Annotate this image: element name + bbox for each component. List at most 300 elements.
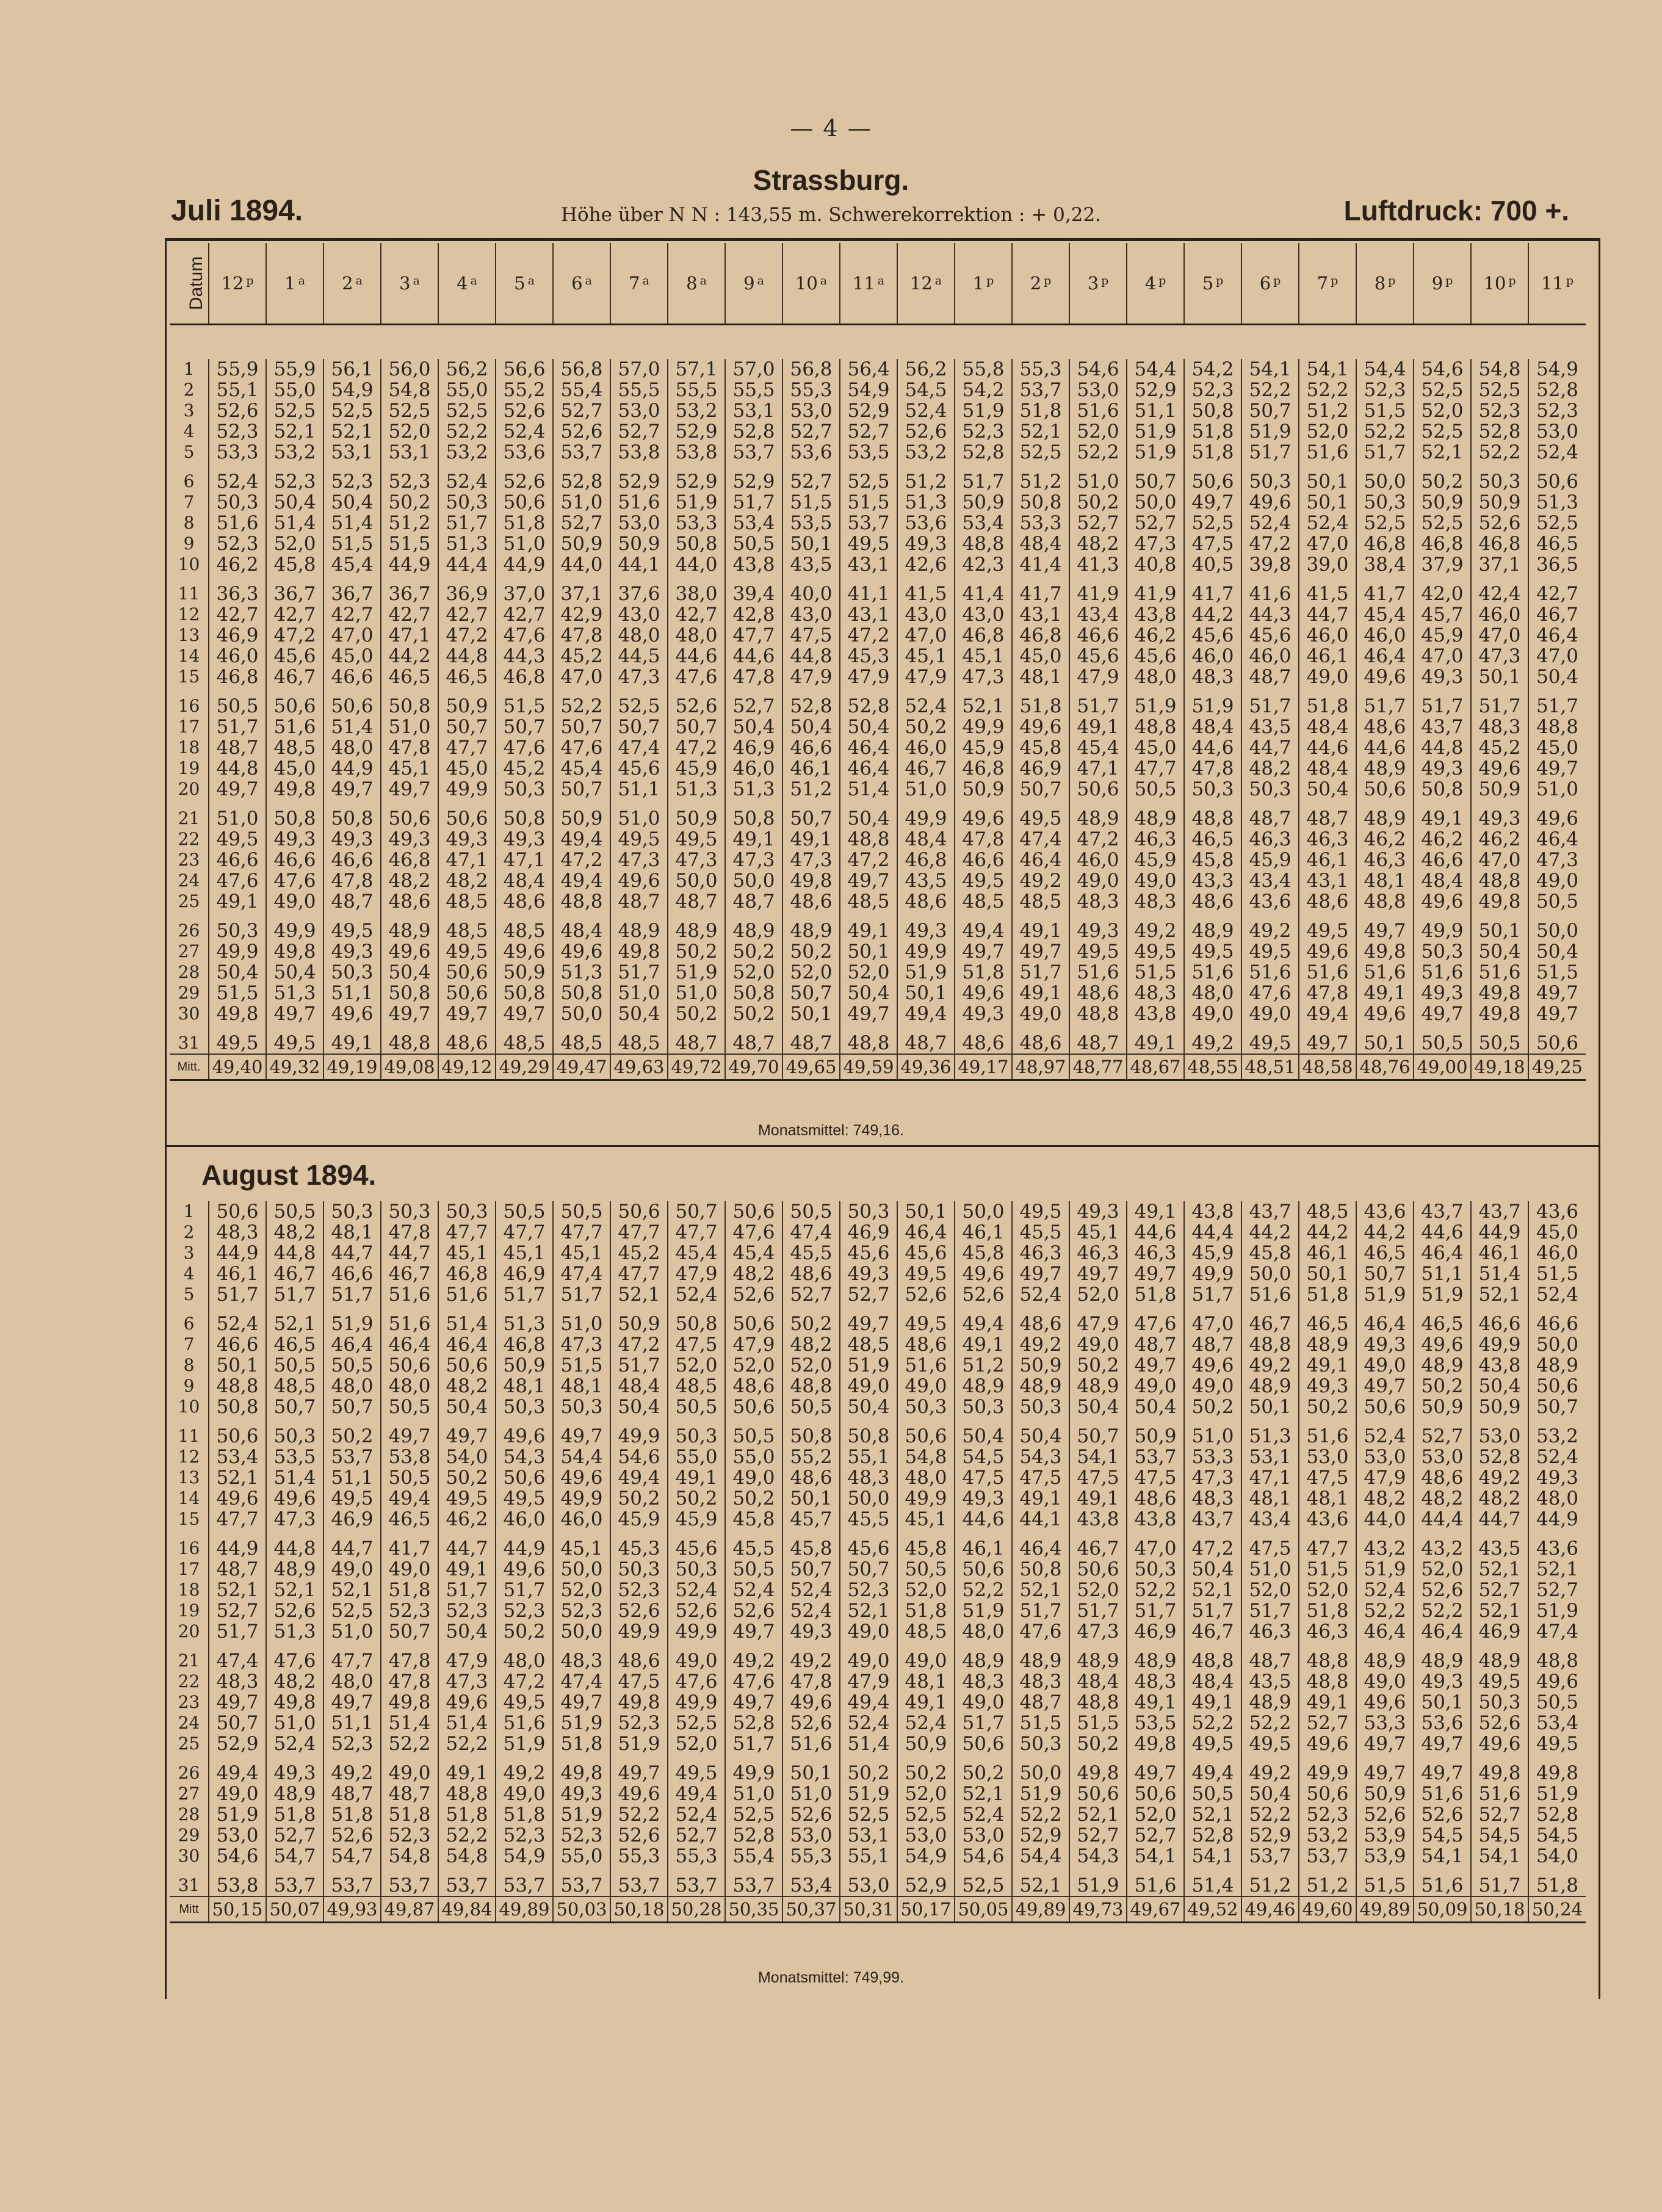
spacer-cell bbox=[1012, 1642, 1069, 1650]
pressure-cell: 51,8 bbox=[1528, 1875, 1586, 1896]
hour-suffix: p bbox=[1273, 274, 1281, 287]
pressure-cell: 53,2 bbox=[1299, 1825, 1356, 1846]
pressure-cell: 49,9 bbox=[1299, 1763, 1356, 1784]
pressure-cell: 51,1 bbox=[323, 1467, 381, 1488]
pressure-cell: 51,5 bbox=[1528, 962, 1586, 983]
pressure-cell: 46,3 bbox=[1299, 1621, 1356, 1642]
table-row bbox=[170, 400, 1586, 421]
pressure-cell: 49,2 bbox=[1012, 870, 1069, 891]
pressure-cell: 44,6 bbox=[725, 646, 782, 667]
pressure-cell: 49,6 bbox=[1299, 1733, 1356, 1754]
pressure-cell: 46,8 bbox=[1012, 625, 1069, 646]
pressure-cell: 48,4 bbox=[1414, 870, 1471, 891]
pressure-cell: 51,2 bbox=[1241, 1875, 1299, 1896]
pressure-cell: 52,6 bbox=[553, 421, 610, 442]
pressure-cell: 50,9 bbox=[1356, 1784, 1414, 1804]
pressure-cell: 51,2 bbox=[1299, 1875, 1356, 1896]
spacer-cell bbox=[496, 1642, 553, 1650]
spacer-cell bbox=[840, 1530, 897, 1538]
pressure-cell: 45,1 bbox=[553, 1538, 610, 1559]
pressure-cell: 47,1 bbox=[381, 625, 438, 646]
pressure-cell: 49,6 bbox=[438, 1692, 496, 1713]
pressure-cell: 51,1 bbox=[1414, 1263, 1471, 1284]
pressure-cell: 52,1 bbox=[1471, 1284, 1528, 1305]
pressure-cell: 48,2 bbox=[266, 1671, 323, 1692]
pressure-cell: 50,8 bbox=[266, 808, 323, 829]
pressure-cell: 49,0 bbox=[840, 1376, 897, 1397]
pressure-cell: 49,6 bbox=[209, 1488, 266, 1509]
spacer-cell bbox=[955, 1417, 1012, 1426]
pressure-cell: 47,5 bbox=[1299, 1467, 1356, 1488]
pressure-cell: 41,6 bbox=[1241, 584, 1299, 604]
spacer-cell bbox=[209, 1530, 266, 1538]
spacer-cell bbox=[553, 912, 610, 920]
pressure-cell: 48,6 bbox=[897, 1334, 955, 1355]
pressure-cell: 48,5 bbox=[553, 1033, 610, 1054]
spacer-cell bbox=[1414, 687, 1471, 696]
pressure-cell: 53,0 bbox=[610, 400, 668, 421]
pressure-cell: 47,5 bbox=[1069, 1467, 1127, 1488]
pressure-cell: 47,4 bbox=[1012, 829, 1069, 850]
spacer-cell bbox=[1127, 1754, 1184, 1763]
pressure-cell: 52,8 bbox=[782, 696, 840, 717]
pressure-cell: 48,0 bbox=[323, 737, 381, 758]
pressure-cell: 50,9 bbox=[1127, 1426, 1184, 1447]
spacer-cell bbox=[496, 1530, 553, 1538]
pressure-cell: 46,1 bbox=[782, 758, 840, 779]
pressure-cell: 42,6 bbox=[897, 554, 955, 575]
pressure-cell: 49,7 bbox=[840, 1314, 897, 1334]
pressure-cell: 46,5 bbox=[1528, 533, 1586, 554]
pressure-cell: 50,3 bbox=[1414, 941, 1471, 962]
pressure-cell: 45,9 bbox=[1184, 1243, 1241, 1263]
pressure-cell: 51,8 bbox=[381, 1804, 438, 1825]
pressure-cell: 46,2 bbox=[1414, 829, 1471, 850]
day-number: 25 bbox=[178, 891, 200, 911]
pressure-cell: 49,1 bbox=[1414, 808, 1471, 829]
pressure-cell: 51,7 bbox=[1414, 696, 1471, 717]
pressure-cell: 43,8 bbox=[1127, 1003, 1184, 1024]
pressure-cell: 50,0 bbox=[955, 1201, 1012, 1222]
pressure-cell: 46,9 bbox=[840, 1222, 897, 1243]
pressure-cell: 50,9 bbox=[553, 533, 610, 554]
pressure-cell: 51,8 bbox=[381, 1580, 438, 1600]
table-row bbox=[170, 1376, 1586, 1397]
pressure-cell: 50,6 bbox=[323, 696, 381, 717]
table-row bbox=[170, 1580, 1586, 1600]
hour-number: 5 bbox=[1202, 273, 1214, 294]
spacer-cell bbox=[209, 687, 266, 696]
spacer-cell bbox=[610, 800, 668, 808]
day-number: 31 bbox=[178, 1875, 200, 1895]
pressure-cell: 53,6 bbox=[897, 513, 955, 533]
hour-header bbox=[553, 243, 610, 325]
pressure-cell: 52,5 bbox=[1528, 513, 1586, 533]
pressure-cell: 48,4 bbox=[1184, 717, 1241, 737]
spacer-cell bbox=[610, 1530, 668, 1538]
table-row bbox=[170, 850, 1586, 870]
pressure-cell: 52,7 bbox=[725, 696, 782, 717]
pressure-cell: 50,3 bbox=[1471, 471, 1528, 492]
pressure-cell: 52,2 bbox=[1414, 1600, 1471, 1621]
pressure-cell: 52,1 bbox=[1184, 1804, 1241, 1825]
pressure-cell: 55,8 bbox=[955, 359, 1012, 380]
pressure-cell: 54,4 bbox=[1356, 359, 1414, 380]
hour-number: 7 bbox=[629, 273, 640, 294]
pressure-cell: 44,4 bbox=[438, 554, 496, 575]
pressure-cell: 48,3 bbox=[553, 1650, 610, 1671]
pressure-cell: 53,3 bbox=[209, 442, 266, 463]
pressure-cell: 52,6 bbox=[897, 421, 955, 442]
pressure-cell: 50,9 bbox=[553, 808, 610, 829]
pressure-cell: 48,9 bbox=[1528, 1355, 1586, 1376]
pressure-cell: 49,7 bbox=[438, 1003, 496, 1024]
table-header bbox=[170, 243, 1586, 325]
pressure-cell: 55,3 bbox=[1012, 359, 1069, 380]
pressure-cell: 52,3 bbox=[1184, 380, 1241, 400]
pressure-cell: 51,6 bbox=[1069, 962, 1127, 983]
spacer-cell bbox=[897, 1024, 955, 1033]
mean-cell: 49,19 bbox=[323, 1054, 381, 1080]
pressure-cell: 49,3 bbox=[1471, 808, 1528, 829]
pressure-cell: 51,8 bbox=[496, 1804, 553, 1825]
pressure-cell: 49,5 bbox=[1241, 941, 1299, 962]
hour-suffix: p bbox=[1388, 274, 1396, 287]
pressure-cell: 46,4 bbox=[438, 1334, 496, 1355]
spacer-cell bbox=[1012, 1530, 1069, 1538]
pressure-cell: 51,6 bbox=[1356, 962, 1414, 983]
day-number: 22 bbox=[178, 1671, 200, 1691]
pressure-cell: 47,8 bbox=[1299, 983, 1356, 1003]
spacer-cell bbox=[1241, 1530, 1299, 1538]
pressure-cell: 52,8 bbox=[725, 1713, 782, 1733]
pressure-cell: 48,9 bbox=[1012, 1650, 1069, 1671]
pressure-cell: 49,5 bbox=[1471, 1671, 1528, 1692]
pressure-cell: 51,3 bbox=[438, 533, 496, 554]
pressure-cell: 52,5 bbox=[323, 400, 381, 421]
pressure-cell: 51,2 bbox=[955, 1355, 1012, 1376]
pressure-cell: 52,0 bbox=[668, 1355, 725, 1376]
pressure-cell: 55,4 bbox=[725, 1846, 782, 1867]
pressure-cell: 52,0 bbox=[266, 533, 323, 554]
mean-cell: 48,67 bbox=[1127, 1054, 1184, 1080]
pressure-cell: 50,7 bbox=[1127, 471, 1184, 492]
pressure-cell: 43,5 bbox=[1471, 1538, 1528, 1559]
pressure-cell: 51,8 bbox=[553, 1733, 610, 1754]
pressure-cell: 49,5 bbox=[438, 941, 496, 962]
table-row bbox=[170, 1509, 1586, 1530]
pressure-cell: 47,4 bbox=[782, 1222, 840, 1243]
pressure-cell: 48,6 bbox=[725, 1376, 782, 1397]
pressure-cell: 50,1 bbox=[840, 941, 897, 962]
pressure-cell: 49,3 bbox=[266, 829, 323, 850]
spacer-cell bbox=[381, 1305, 438, 1314]
pressure-cell: 46,4 bbox=[1356, 1621, 1414, 1642]
pressure-cell: 48,9 bbox=[955, 1650, 1012, 1671]
day-number: 20 bbox=[178, 779, 200, 799]
hour-suffix: a bbox=[585, 274, 592, 287]
pressure-cell: 46,4 bbox=[840, 737, 897, 758]
pressure-cell: 50,2 bbox=[668, 1003, 725, 1024]
pressure-cell: 49,7 bbox=[323, 779, 381, 800]
table-row bbox=[170, 1538, 1586, 1559]
pressure-cell: 49,7 bbox=[209, 1692, 266, 1713]
pressure-cell: 52,5 bbox=[610, 696, 668, 717]
pressure-cell: 48,1 bbox=[323, 1222, 381, 1243]
pressure-cell: 52,7 bbox=[1127, 1825, 1184, 1846]
pressure-cell: 53,7 bbox=[438, 1875, 496, 1896]
pressure-cell: 48,7 bbox=[1012, 1692, 1069, 1713]
pressure-cell: 46,0 bbox=[496, 1509, 553, 1530]
pressure-cell: 46,3 bbox=[1127, 1243, 1184, 1263]
pressure-cell: 50,4 bbox=[1184, 1559, 1241, 1580]
pressure-cell: 51,6 bbox=[1414, 1875, 1471, 1896]
pressure-cell: 52,7 bbox=[668, 1825, 725, 1846]
pressure-cell: 47,7 bbox=[553, 1222, 610, 1243]
pressure-cell: 54,2 bbox=[955, 380, 1012, 400]
spacer-cell bbox=[840, 800, 897, 808]
pressure-cell: 51,7 bbox=[955, 471, 1012, 492]
pressure-cell: 50,7 bbox=[782, 983, 840, 1003]
pressure-cell: 41,1 bbox=[840, 584, 897, 604]
pressure-cell: 50,1 bbox=[897, 1201, 955, 1222]
pressure-cell: 52,4 bbox=[1241, 513, 1299, 533]
pressure-cell: 47,2 bbox=[438, 625, 496, 646]
spacer-cell bbox=[610, 1024, 668, 1033]
section-divider bbox=[165, 1145, 1600, 1147]
pressure-cell: 55,1 bbox=[840, 1447, 897, 1467]
pressure-cell: 52,1 bbox=[1012, 1875, 1069, 1896]
day-number: 12 bbox=[178, 604, 200, 624]
pressure-cell: 51,6 bbox=[1184, 962, 1241, 983]
pressure-cell: 52,3 bbox=[1356, 380, 1414, 400]
pressure-cell: 46,1 bbox=[955, 1538, 1012, 1559]
spacer-cell bbox=[1069, 1754, 1127, 1763]
spacer-cell bbox=[897, 463, 955, 471]
spacer-cell bbox=[840, 1642, 897, 1650]
pressure-cell: 48,2 bbox=[1069, 533, 1127, 554]
pressure-cell: 50,1 bbox=[1299, 492, 1356, 513]
pressure-cell: 50,1 bbox=[1414, 1692, 1471, 1713]
mean-cell: 49,84 bbox=[438, 1896, 496, 1923]
spacer-cell bbox=[1471, 1305, 1528, 1314]
pressure-cell: 43,6 bbox=[1528, 1538, 1586, 1559]
pressure-cell: 50,1 bbox=[782, 1488, 840, 1509]
pressure-cell: 48,5 bbox=[266, 1376, 323, 1397]
spacer-cell bbox=[1184, 1024, 1241, 1033]
table-row bbox=[170, 1263, 1586, 1284]
pressure-cell: 51,5 bbox=[1528, 1263, 1586, 1284]
spacer-cell bbox=[955, 1867, 1012, 1875]
pressure-cell: 49,4 bbox=[553, 870, 610, 891]
spacer-cell bbox=[553, 575, 610, 584]
pressure-cell: 49,1 bbox=[1069, 1488, 1127, 1509]
pressure-cell: 52,4 bbox=[782, 1580, 840, 1600]
pressure-cell: 47,9 bbox=[725, 1334, 782, 1355]
spacer-cell bbox=[209, 1754, 266, 1763]
pressure-cell: 50,5 bbox=[266, 1355, 323, 1376]
hour-number: 12 bbox=[221, 273, 244, 294]
pressure-cell: 49,5 bbox=[897, 1314, 955, 1334]
pressure-cell: 46,0 bbox=[1069, 850, 1127, 870]
pressure-cell: 50,7 bbox=[1069, 1426, 1127, 1447]
pressure-cell: 52,4 bbox=[668, 1284, 725, 1305]
pressure-cell: 45,4 bbox=[553, 758, 610, 779]
pressure-cell: 44,6 bbox=[955, 1509, 1012, 1530]
day-number: 31 bbox=[178, 1033, 200, 1053]
day-number: 9 bbox=[183, 533, 195, 554]
pressure-cell: 52,5 bbox=[381, 400, 438, 421]
pressure-cell: 52,0 bbox=[897, 1580, 955, 1600]
spacer-cell bbox=[1127, 1530, 1184, 1538]
pressure-cell: 48,8 bbox=[1069, 1003, 1127, 1024]
pressure-cell: 47,7 bbox=[438, 1222, 496, 1243]
hour-number: 1 bbox=[284, 273, 296, 294]
spacer-cell bbox=[438, 463, 496, 471]
pressure-cell: 46,4 bbox=[1012, 1538, 1069, 1559]
table-row bbox=[170, 359, 1586, 380]
spacer-cell bbox=[266, 687, 323, 696]
mean-cell: 48,97 bbox=[1012, 1054, 1069, 1080]
pressure-cell: 49,8 bbox=[553, 1763, 610, 1784]
spacer-cell bbox=[553, 1754, 610, 1763]
pressure-cell: 44,8 bbox=[1414, 737, 1471, 758]
pressure-cell: 36,7 bbox=[323, 584, 381, 604]
mean-cell: 50,35 bbox=[725, 1896, 782, 1923]
spacer-cell bbox=[1012, 1417, 1069, 1426]
pressure-cell: 51,6 bbox=[381, 1284, 438, 1305]
spacer-cell bbox=[1012, 463, 1069, 471]
mean-cell: 50,31 bbox=[840, 1896, 897, 1923]
table-row bbox=[170, 962, 1586, 983]
spacer-cell bbox=[1069, 1417, 1127, 1426]
pressure-cell: 49,4 bbox=[955, 1314, 1012, 1334]
spacer-cell bbox=[1299, 800, 1356, 808]
pressure-cell: 48,5 bbox=[897, 1621, 955, 1642]
pressure-cell: 50,5 bbox=[725, 533, 782, 554]
pressure-cell: 46,2 bbox=[438, 1509, 496, 1530]
pressure-cell: 49,3 bbox=[1414, 667, 1471, 687]
day-number: 16 bbox=[178, 1538, 200, 1558]
pressure-cell: 47,0 bbox=[1528, 646, 1586, 667]
pressure-cell: 49,8 bbox=[266, 1692, 323, 1713]
pressure-cell: 48,7 bbox=[668, 891, 725, 912]
pressure-cell: 45,0 bbox=[323, 646, 381, 667]
pressure-cell: 53,0 bbox=[610, 513, 668, 533]
pressure-cell: 52,8 bbox=[840, 696, 897, 717]
pressure-cell: 51,4 bbox=[323, 717, 381, 737]
pressure-cell: 41,7 bbox=[1356, 584, 1414, 604]
pressure-cell: 47,9 bbox=[668, 1263, 725, 1284]
pressure-cell: 49,7 bbox=[1414, 1733, 1471, 1754]
pressure-cell: 50,3 bbox=[496, 1397, 553, 1417]
pressure-cell: 52,6 bbox=[725, 1284, 782, 1305]
pressure-cell: 46,3 bbox=[1241, 829, 1299, 850]
pressure-cell: 50,8 bbox=[1414, 779, 1471, 800]
pressure-cell: 51,9 bbox=[955, 1600, 1012, 1621]
pressure-cell: 50,2 bbox=[496, 1621, 553, 1642]
hour-suffix: a bbox=[877, 274, 885, 287]
pressure-cell: 40,8 bbox=[1127, 554, 1184, 575]
day-number: 13 bbox=[178, 1467, 200, 1487]
day-number: 5 bbox=[183, 1284, 195, 1304]
pressure-cell: 45,9 bbox=[610, 1509, 668, 1530]
table-row bbox=[170, 829, 1586, 850]
table-row bbox=[170, 1784, 1586, 1804]
pressure-cell: 50,5 bbox=[323, 1355, 381, 1376]
pressure-cell: 43,7 bbox=[1241, 1201, 1299, 1222]
pressure-cell: 45,6 bbox=[1241, 625, 1299, 646]
pressure-cell: 50,7 bbox=[496, 717, 553, 737]
pressure-cell: 50,8 bbox=[1012, 1559, 1069, 1580]
pressure-cell: 50,5 bbox=[266, 1201, 323, 1222]
pressure-cell: 49,1 bbox=[1012, 920, 1069, 941]
pressure-cell: 52,5 bbox=[1356, 513, 1414, 533]
spacer-cell bbox=[725, 1305, 782, 1314]
pressure-cell: 51,3 bbox=[1241, 1426, 1299, 1447]
pressure-cell: 50,2 bbox=[955, 1763, 1012, 1784]
pressure-cell: 54,9 bbox=[840, 380, 897, 400]
pressure-cell: 49,3 bbox=[323, 829, 381, 850]
pressure-cell: 47,5 bbox=[1241, 1538, 1299, 1559]
pressure-cell: 52,2 bbox=[1241, 1804, 1299, 1825]
hour-suffix: a bbox=[642, 274, 649, 287]
pressure-cell: 49,2 bbox=[1012, 1334, 1069, 1355]
pressure-cell: 43,0 bbox=[955, 604, 1012, 625]
spacer-cell bbox=[668, 912, 725, 920]
pressure-cell: 41,9 bbox=[1069, 584, 1127, 604]
hour-header bbox=[1414, 243, 1471, 325]
pressure-cell: 51,8 bbox=[1184, 421, 1241, 442]
pressure-cell: 49,6 bbox=[1356, 667, 1414, 687]
pressure-cell: 47,8 bbox=[323, 870, 381, 891]
pressure-cell: 52,4 bbox=[725, 1580, 782, 1600]
pressure-cell: 51,0 bbox=[496, 533, 553, 554]
spacer-cell bbox=[170, 463, 209, 471]
pressure-cell: 46,3 bbox=[1127, 829, 1184, 850]
pressure-cell: 49,8 bbox=[1471, 983, 1528, 1003]
spacer-cell bbox=[1414, 1305, 1471, 1314]
pressure-cell: 52,5 bbox=[668, 1713, 725, 1733]
pressure-cell: 46,6 bbox=[266, 850, 323, 870]
spacer-cell bbox=[1299, 1642, 1356, 1650]
hour-suffix: p bbox=[1445, 274, 1453, 287]
pressure-cell: 49,0 bbox=[1184, 1376, 1241, 1397]
pressure-cell: 48,9 bbox=[266, 1784, 323, 1804]
day-number: 30 bbox=[178, 1003, 200, 1024]
pressure-cell: 55,2 bbox=[782, 1447, 840, 1467]
hour-suffix: p bbox=[1044, 274, 1052, 287]
pressure-cell: 50,9 bbox=[897, 1733, 955, 1754]
pressure-cell: 51,9 bbox=[610, 1733, 668, 1754]
pressure-cell: 48,2 bbox=[438, 870, 496, 891]
pressure-cell: 48,7 bbox=[1241, 667, 1299, 687]
pressure-cell: 45,0 bbox=[266, 758, 323, 779]
pressure-cell: 43,8 bbox=[725, 554, 782, 575]
pressure-cell: 47,6 bbox=[496, 737, 553, 758]
pressure-cell: 50,3 bbox=[381, 1201, 438, 1222]
pressure-cell: 48,8 bbox=[840, 1033, 897, 1054]
pressure-cell: 47,4 bbox=[553, 1263, 610, 1284]
spacer-cell bbox=[381, 575, 438, 584]
pressure-cell: 49,5 bbox=[955, 870, 1012, 891]
pressure-cell: 54,8 bbox=[897, 1447, 955, 1467]
pressure-cell: 47,7 bbox=[323, 1650, 381, 1671]
pressure-cell: 52,2 bbox=[1356, 421, 1414, 442]
table-row bbox=[170, 1559, 1586, 1580]
spacer-cell bbox=[1069, 575, 1127, 584]
spacer-cell bbox=[1528, 1754, 1586, 1763]
